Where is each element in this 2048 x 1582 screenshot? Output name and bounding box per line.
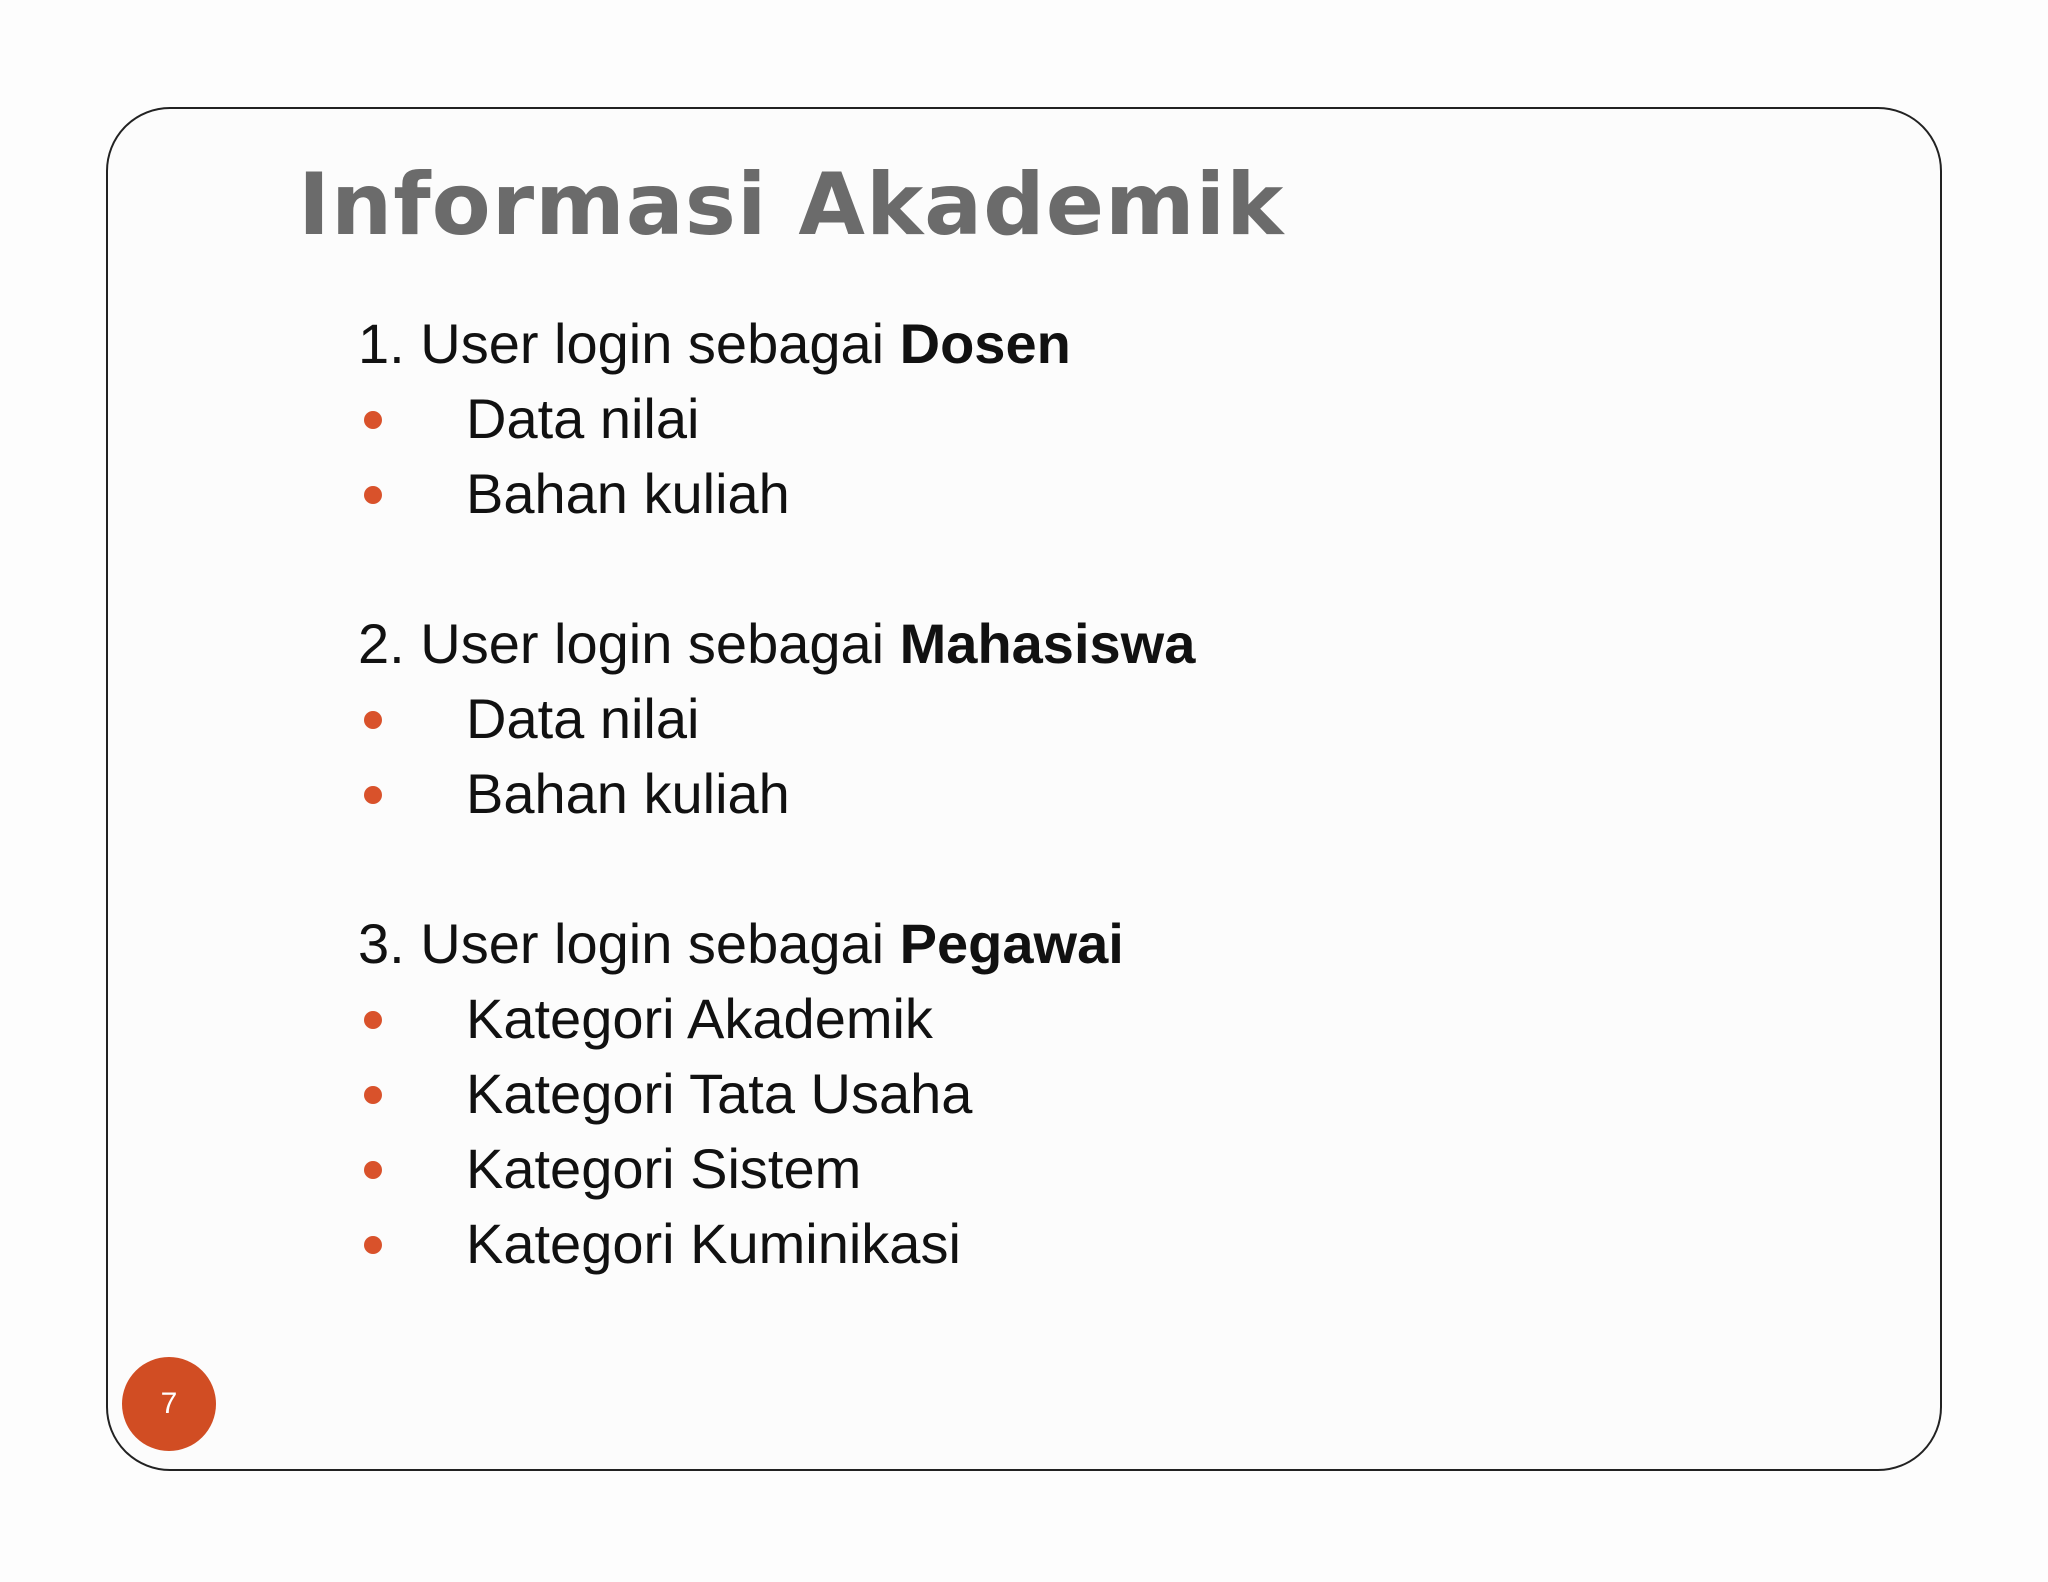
list-item (358, 456, 1658, 531)
bullet-dot-icon (364, 486, 382, 504)
list-item (358, 756, 1658, 831)
page-number-badge: 7 (122, 1357, 216, 1451)
role-heading (358, 906, 1658, 981)
list-item-text: Kategori Kuminikasi (466, 1212, 961, 1275)
bullet-dot-icon (364, 1236, 382, 1254)
list-item-text: Kategori Akademik (466, 987, 933, 1050)
list-item-text: Kategori Sistem (466, 1137, 862, 1200)
heading-prefix: 1. User login sebagai (358, 312, 900, 375)
role-name: Dosen (899, 312, 1071, 375)
heading-prefix: 2. User login sebagai (358, 612, 900, 675)
role-heading (358, 606, 1658, 681)
bullet-dot-icon (364, 411, 382, 429)
heading-prefix: 3. User login sebagai (358, 912, 900, 975)
list-item-text: Data nilai (466, 387, 700, 450)
bullet-dot-icon (364, 786, 382, 804)
list-item (358, 1131, 1658, 1206)
role-name: Mahasiswa (899, 612, 1196, 675)
bullet-dot-icon (364, 711, 382, 729)
role-group-mahasiswa (358, 606, 1658, 831)
list-item (358, 681, 1658, 756)
slide-title: Informasi Akademik (298, 155, 1285, 255)
list-item-text: Bahan kuliah (466, 762, 790, 825)
list-item-text: Kategori Tata Usaha (466, 1062, 973, 1125)
list-item (358, 1056, 1658, 1131)
slide-content (358, 306, 1658, 1356)
list-item (358, 981, 1658, 1056)
list-item-text: Data nilai (466, 687, 700, 750)
list-item (358, 1206, 1658, 1281)
bullet-dot-icon (364, 1161, 382, 1179)
role-group-dosen (358, 306, 1658, 531)
role-name: Pegawai (899, 912, 1124, 975)
bullet-dot-icon (364, 1011, 382, 1029)
bullet-dot-icon (364, 1086, 382, 1104)
role-group-pegawai (358, 906, 1658, 1281)
list-item-text: Bahan kuliah (466, 462, 790, 525)
role-heading (358, 306, 1658, 381)
list-item (358, 381, 1658, 456)
